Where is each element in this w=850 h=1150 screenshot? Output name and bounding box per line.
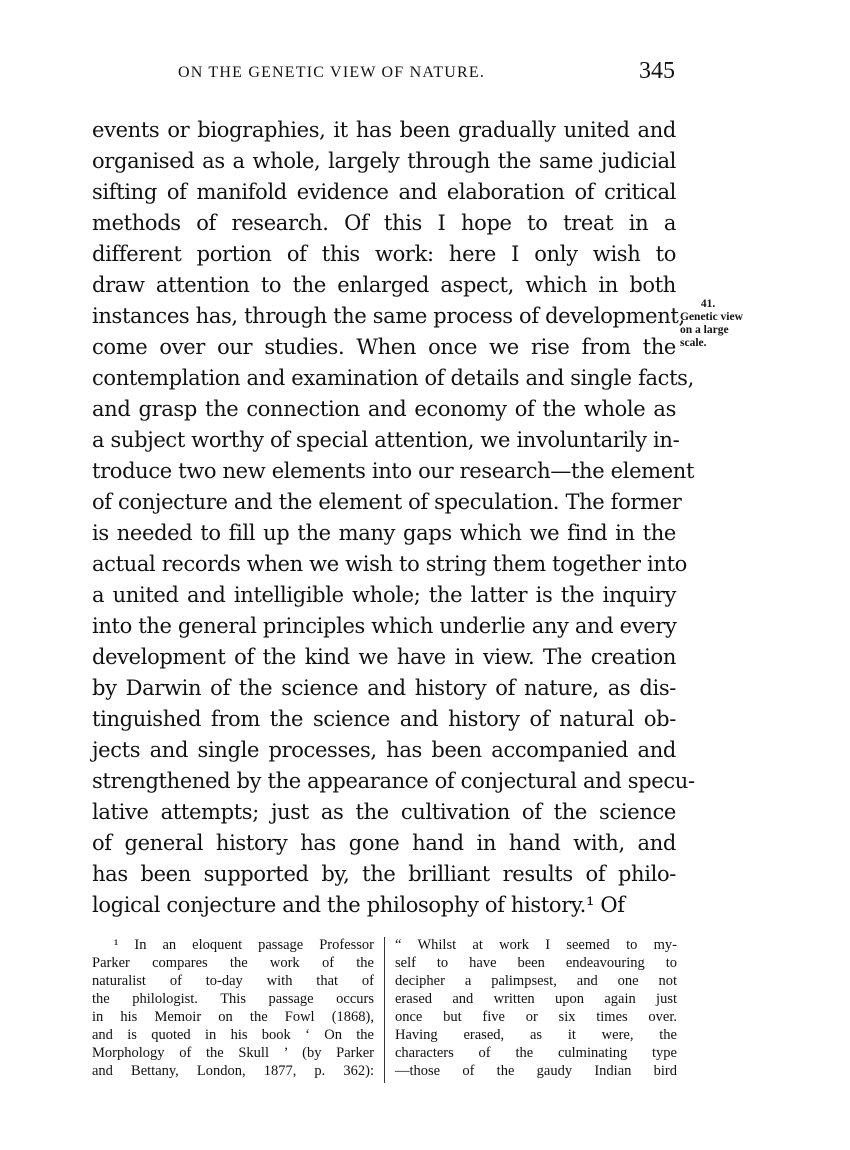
body-line: tinguished from the science and history of natural ob-: [92, 707, 676, 731]
footnote-right-column: [395, 936, 677, 1080]
footnote-left-column: [92, 936, 374, 1080]
footnote-line: in his Memoir on the Fowl (1868),: [92, 1009, 374, 1025]
body-line: strengthened by the appearance of conjectural and specu-: [92, 769, 695, 793]
footnote-line: decipher a palimpsest, and one not: [395, 973, 677, 989]
body-line: organised as a whole, largely through the same judicial: [92, 149, 676, 173]
margin-note-number: 41.: [700, 298, 716, 310]
margin-note-line: on a large: [680, 324, 729, 336]
footnote-line: and is quoted in his book ‘ On the: [92, 1027, 374, 1043]
footnote-line: characters of the culminating type: [395, 1045, 677, 1061]
body-line: into the general principles which underlie any and every: [92, 614, 677, 638]
body-line: different portion of this work: here I only wish to: [92, 242, 676, 266]
footnote-line: —those of the gaudy Indian bird: [395, 1063, 677, 1079]
body-line: and grasp the connection and economy of the whole as: [92, 397, 676, 421]
body-line: development of the kind we have in view. The creation: [92, 645, 676, 669]
margin-note: [680, 298, 772, 350]
body-line: come over our studies. When once we rise from the: [92, 335, 676, 359]
body-line: sifting of manifold evidence and elaboration of critical: [92, 180, 676, 204]
footnote-line: Having erased, as it were, the: [395, 1027, 677, 1043]
body-line: contemplation and examination of details and single facts,: [92, 366, 694, 390]
body-line: of general history has gone hand in hand with, and: [92, 831, 676, 855]
margin-note-line: scale.: [680, 337, 707, 349]
footnote-line: the philologist. This passage occurs: [92, 991, 374, 1007]
body-line: a united and intelligible whole; the latter is the inquiry: [92, 583, 676, 607]
body-line: actual records when we wish to string them together into: [92, 552, 687, 576]
footnote-line: Morphology of the Skull ’ (by Parker: [92, 1045, 374, 1061]
body-line: events or biographies, it has been gradually united and: [92, 118, 676, 142]
footnote-line: Parker compares the work of the: [92, 955, 374, 971]
footnote-line: once but five or six times over.: [395, 1009, 677, 1025]
footnote-line: naturalist of to-day with that of: [92, 973, 374, 989]
body-line: by Darwin of the science and history of nature, as dis-: [92, 676, 676, 700]
page-number: 345: [639, 58, 675, 84]
footnote-line: and Bettany, London, 1877, p. 362):: [92, 1063, 374, 1079]
footnote-line: “ Whilst at work I seemed to my-: [395, 937, 677, 953]
body-line: logical conjecture and the philosophy of history.¹ Of: [92, 893, 625, 917]
footnote-line: erased and written upon again just: [395, 991, 677, 1007]
body-line: a subject worthy of special attention, we involuntarily in-: [92, 428, 680, 452]
footnote-line: ¹ In an eloquent passage Professor: [114, 937, 374, 953]
body-line: of conjecture and the element of speculation. The former: [92, 490, 682, 514]
page-header: [90, 58, 675, 92]
margin-note-line: Genetic view: [680, 311, 743, 323]
body-line: jects and single processes, has been accompanied and: [92, 738, 676, 762]
body-line: instances has, through the same process of development,: [92, 304, 685, 328]
body-line: has been supported by, the brilliant results of philo-: [92, 862, 676, 886]
body-line: methods of research. Of this I hope to treat in a: [92, 211, 676, 235]
body-line: troduce two new elements into our research—the element: [92, 459, 695, 483]
body-line: draw attention to the enlarged aspect, which in both: [92, 273, 676, 297]
footnote-line: self to have been endeavouring to: [395, 955, 677, 971]
body-line: lative attempts; just as the cultivation of the science: [92, 800, 676, 824]
column-divider: [384, 937, 385, 1083]
running-title: ON THE GENETIC VIEW OF NATURE.: [178, 64, 486, 81]
body-line: is needed to fill up the many gaps which we find in the: [92, 521, 676, 545]
